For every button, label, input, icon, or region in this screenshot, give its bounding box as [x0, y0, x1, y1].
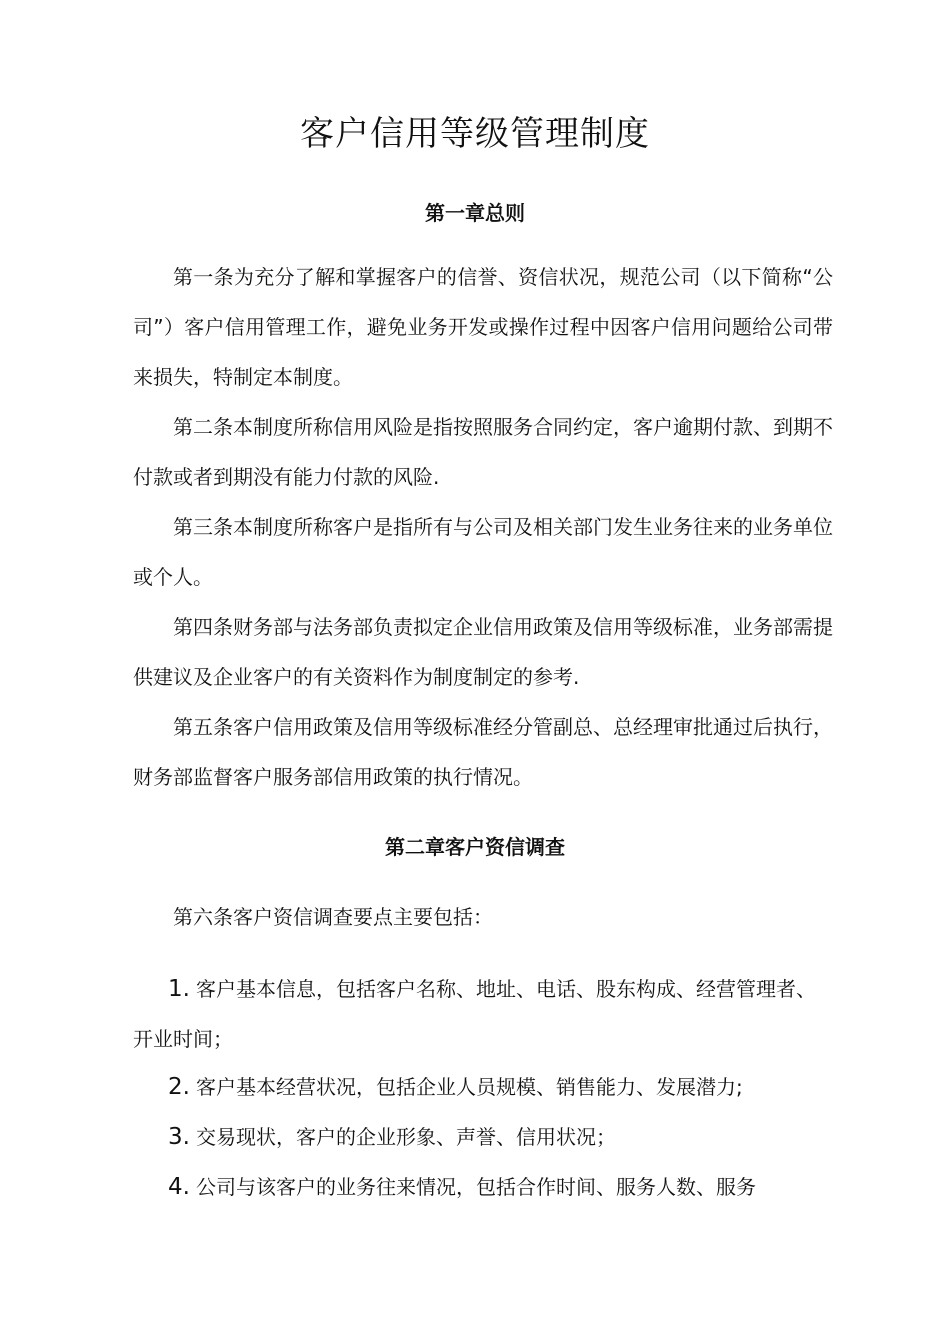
article-3: 第三条本制度所称客户是指所有与公司及相关部门发生业务往来的业务单位或个人。 — [133, 515, 833, 589]
list-item-3-number: 3. — [168, 1124, 190, 1150]
list-item-4-number: 4. — [168, 1174, 190, 1200]
list-item-2-number: 2. — [168, 1074, 190, 1100]
article-4: 第四条财务部与法务部负责拟定企业信用政策及信用等级标准，业务部需提供建议及企业客户的有关资料作为制度制定的参考. — [133, 615, 833, 689]
document-title: 客户信用等级管理制度 — [300, 114, 650, 154]
list-item-1-number: 1. — [168, 976, 190, 1002]
list-item-2 — [133, 1062, 833, 1112]
article-2: 第二条本制度所称信用风险是指按照服务合同约定，客户逾期付款、到期不付款或者到期没有能力付款的风险. — [133, 415, 833, 489]
chapter-1-heading: 第一章总则 — [425, 201, 525, 225]
list-item-3 — [133, 1112, 833, 1162]
chapter-2-heading: 第二章客户资信调查 — [385, 835, 565, 859]
article-6: 第六条客户资信调查要点主要包括： — [173, 905, 493, 929]
list-item-1 — [133, 964, 833, 1064]
list-item-4 — [133, 1162, 833, 1212]
article-1: 第一条为充分了解和掌握客户的信誉、资信状况，规范公司（以下简称“公司”）客户信用管理工作，避免业务开发或操作过程中因客户信用问题给公司带来损失，特制定本制度。 — [133, 265, 833, 389]
list-item-4-text: 公司与该客户的业务往来情况，包括合作时间、服务人数、服务 — [195, 1175, 756, 1199]
list-item-3-text: 交易现状，客户的企业形象、声誉、信用状况； — [195, 1125, 616, 1149]
list-item-1-text: 客户基本信息，包括客户名称、地址、电话、股东构成、经营管理者、开业时间； — [133, 977, 816, 1051]
article-5: 第五条客户信用政策及信用等级标准经分管副总、总经理审批通过后执行，财务部监督客户服务部信用政策的执行情况。 — [133, 715, 833, 789]
list-item-2-text: 客户基本经营状况，包括企业人员规模、销售能力、发展潜力; — [195, 1075, 743, 1099]
